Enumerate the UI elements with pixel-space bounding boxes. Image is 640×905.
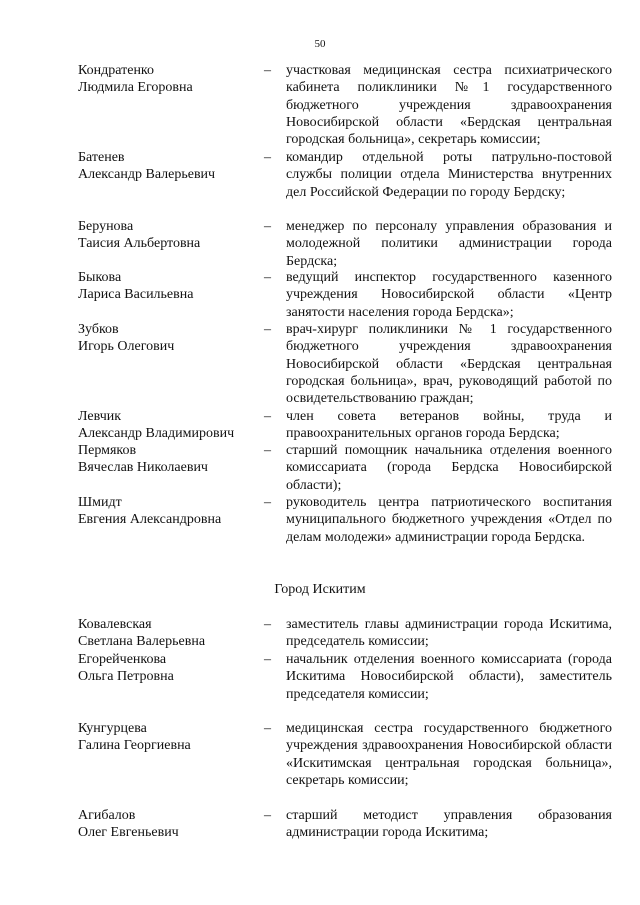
member-name: [78, 494, 258, 529]
member-description: руководитель центра патриотического воспитания муниципального бюджетного учреждения «Отдел по делам молодежи» администрации города Бердска.: [286, 495, 612, 545]
member-name: [78, 149, 258, 184]
member-description: ведущий инспектор государственного казенного учреждения Новосибирской области «Центр занятости населения города Бердска»;: [286, 270, 612, 320]
member-description: командир отдельной роты патрульно-постовой службы полиции отдела Министерства внутренних дел Российской Федерации по городу Бердску;: [286, 150, 612, 200]
member-description: начальник отделения военного комиссариата (города Искитима Новосибирской области), заместитель председателя комиссии;: [286, 652, 612, 702]
dash-separator: –: [264, 495, 271, 510]
member-name: [78, 442, 258, 477]
member-surname: Быкова: [78, 270, 122, 285]
dash-separator: –: [264, 443, 271, 458]
dash-separator: –: [264, 270, 271, 285]
member-surname: Кондратенко: [78, 63, 155, 78]
member-surname: Пермяков: [78, 443, 137, 458]
member-given-names: Александр Валерьевич: [78, 167, 216, 183]
member-surname: Кунгурцева: [78, 721, 147, 736]
member-given-names: Олег Евгеньевич: [78, 825, 179, 841]
section-title: Город Искитим: [274, 582, 366, 597]
member-description: менеджер по персоналу управления образования и молодежной политики администрации города Бердска;: [286, 219, 612, 269]
member-name: [78, 218, 258, 253]
member-given-names: Таисия Альбертовна: [78, 236, 201, 252]
dash-separator: –: [264, 721, 271, 736]
member-description: врач-хирург поликлиники № 1 государственного бюджетного учреждения здравоохранения Новосибирской области «Бердская центральная городская больница», врач, руководящий работой по освидетельствованию граждан;: [286, 322, 612, 407]
member-name: [78, 807, 258, 842]
member-given-names: Ольга Петровна: [78, 669, 174, 685]
member-given-names: Лариса Васильевна: [78, 287, 194, 303]
member-name: [78, 269, 258, 304]
dash-separator: –: [264, 219, 271, 234]
member-name: [78, 408, 258, 443]
member-given-names: Вячеслав Николаевич: [78, 460, 208, 476]
member-surname: Ковалевская: [78, 617, 152, 632]
member-description: медицинская сестра государственного бюджетного учреждения здравоохранения Новосибирской области «Искитимская центральная городская больница», секретарь комиссии;: [286, 721, 612, 788]
member-given-names: Людмила Егоровна: [78, 80, 193, 96]
member-description: заместитель главы администрации города Искитима, председатель комиссии;: [286, 617, 612, 650]
member-surname: Берунова: [78, 219, 134, 234]
member-given-names: Светлана Валерьевна: [78, 634, 206, 650]
member-description: старший помощник начальника отделения военного комиссариата (города Бердска Новосибирской области);: [286, 443, 612, 493]
member-name: [78, 321, 258, 356]
page-number: 50: [314, 38, 326, 50]
member-surname: Шмидт: [78, 495, 122, 510]
member-name: [78, 651, 258, 686]
dash-separator: –: [264, 150, 271, 165]
member-surname: Левчик: [78, 409, 122, 424]
member-given-names: Галина Георгиевна: [78, 738, 191, 754]
dash-separator: –: [264, 409, 271, 424]
member-surname: Батенев: [78, 150, 125, 165]
member-surname: Зубков: [78, 322, 119, 337]
dash-separator: –: [264, 652, 271, 667]
member-description: старший методист управления образования администрации города Искитима;: [286, 808, 612, 841]
dash-separator: –: [264, 808, 271, 823]
member-surname: Егорейченкова: [78, 652, 167, 667]
member-given-names: Евгения Александровна: [78, 512, 222, 528]
member-name: [78, 616, 258, 651]
member-name: [78, 720, 258, 755]
member-name: [78, 62, 258, 97]
dash-separator: –: [264, 617, 271, 632]
member-given-names: Александр Владимирович: [78, 426, 235, 442]
member-surname: Агибалов: [78, 808, 136, 823]
member-description: участковая медицинская сестра психиатрического кабинета поликлиники №1 государственного бюджетного учреждения здравоохранения Новосибирской области «Бердская центральная городская больница», секретарь комиссии;: [286, 63, 612, 148]
member-description: член совета ветеранов войны, труда и правоохранительных органов города Бердска;: [286, 409, 612, 442]
member-given-names: Игорь Олегович: [78, 339, 175, 355]
dash-separator: –: [264, 63, 271, 78]
dash-separator: –: [264, 322, 271, 337]
